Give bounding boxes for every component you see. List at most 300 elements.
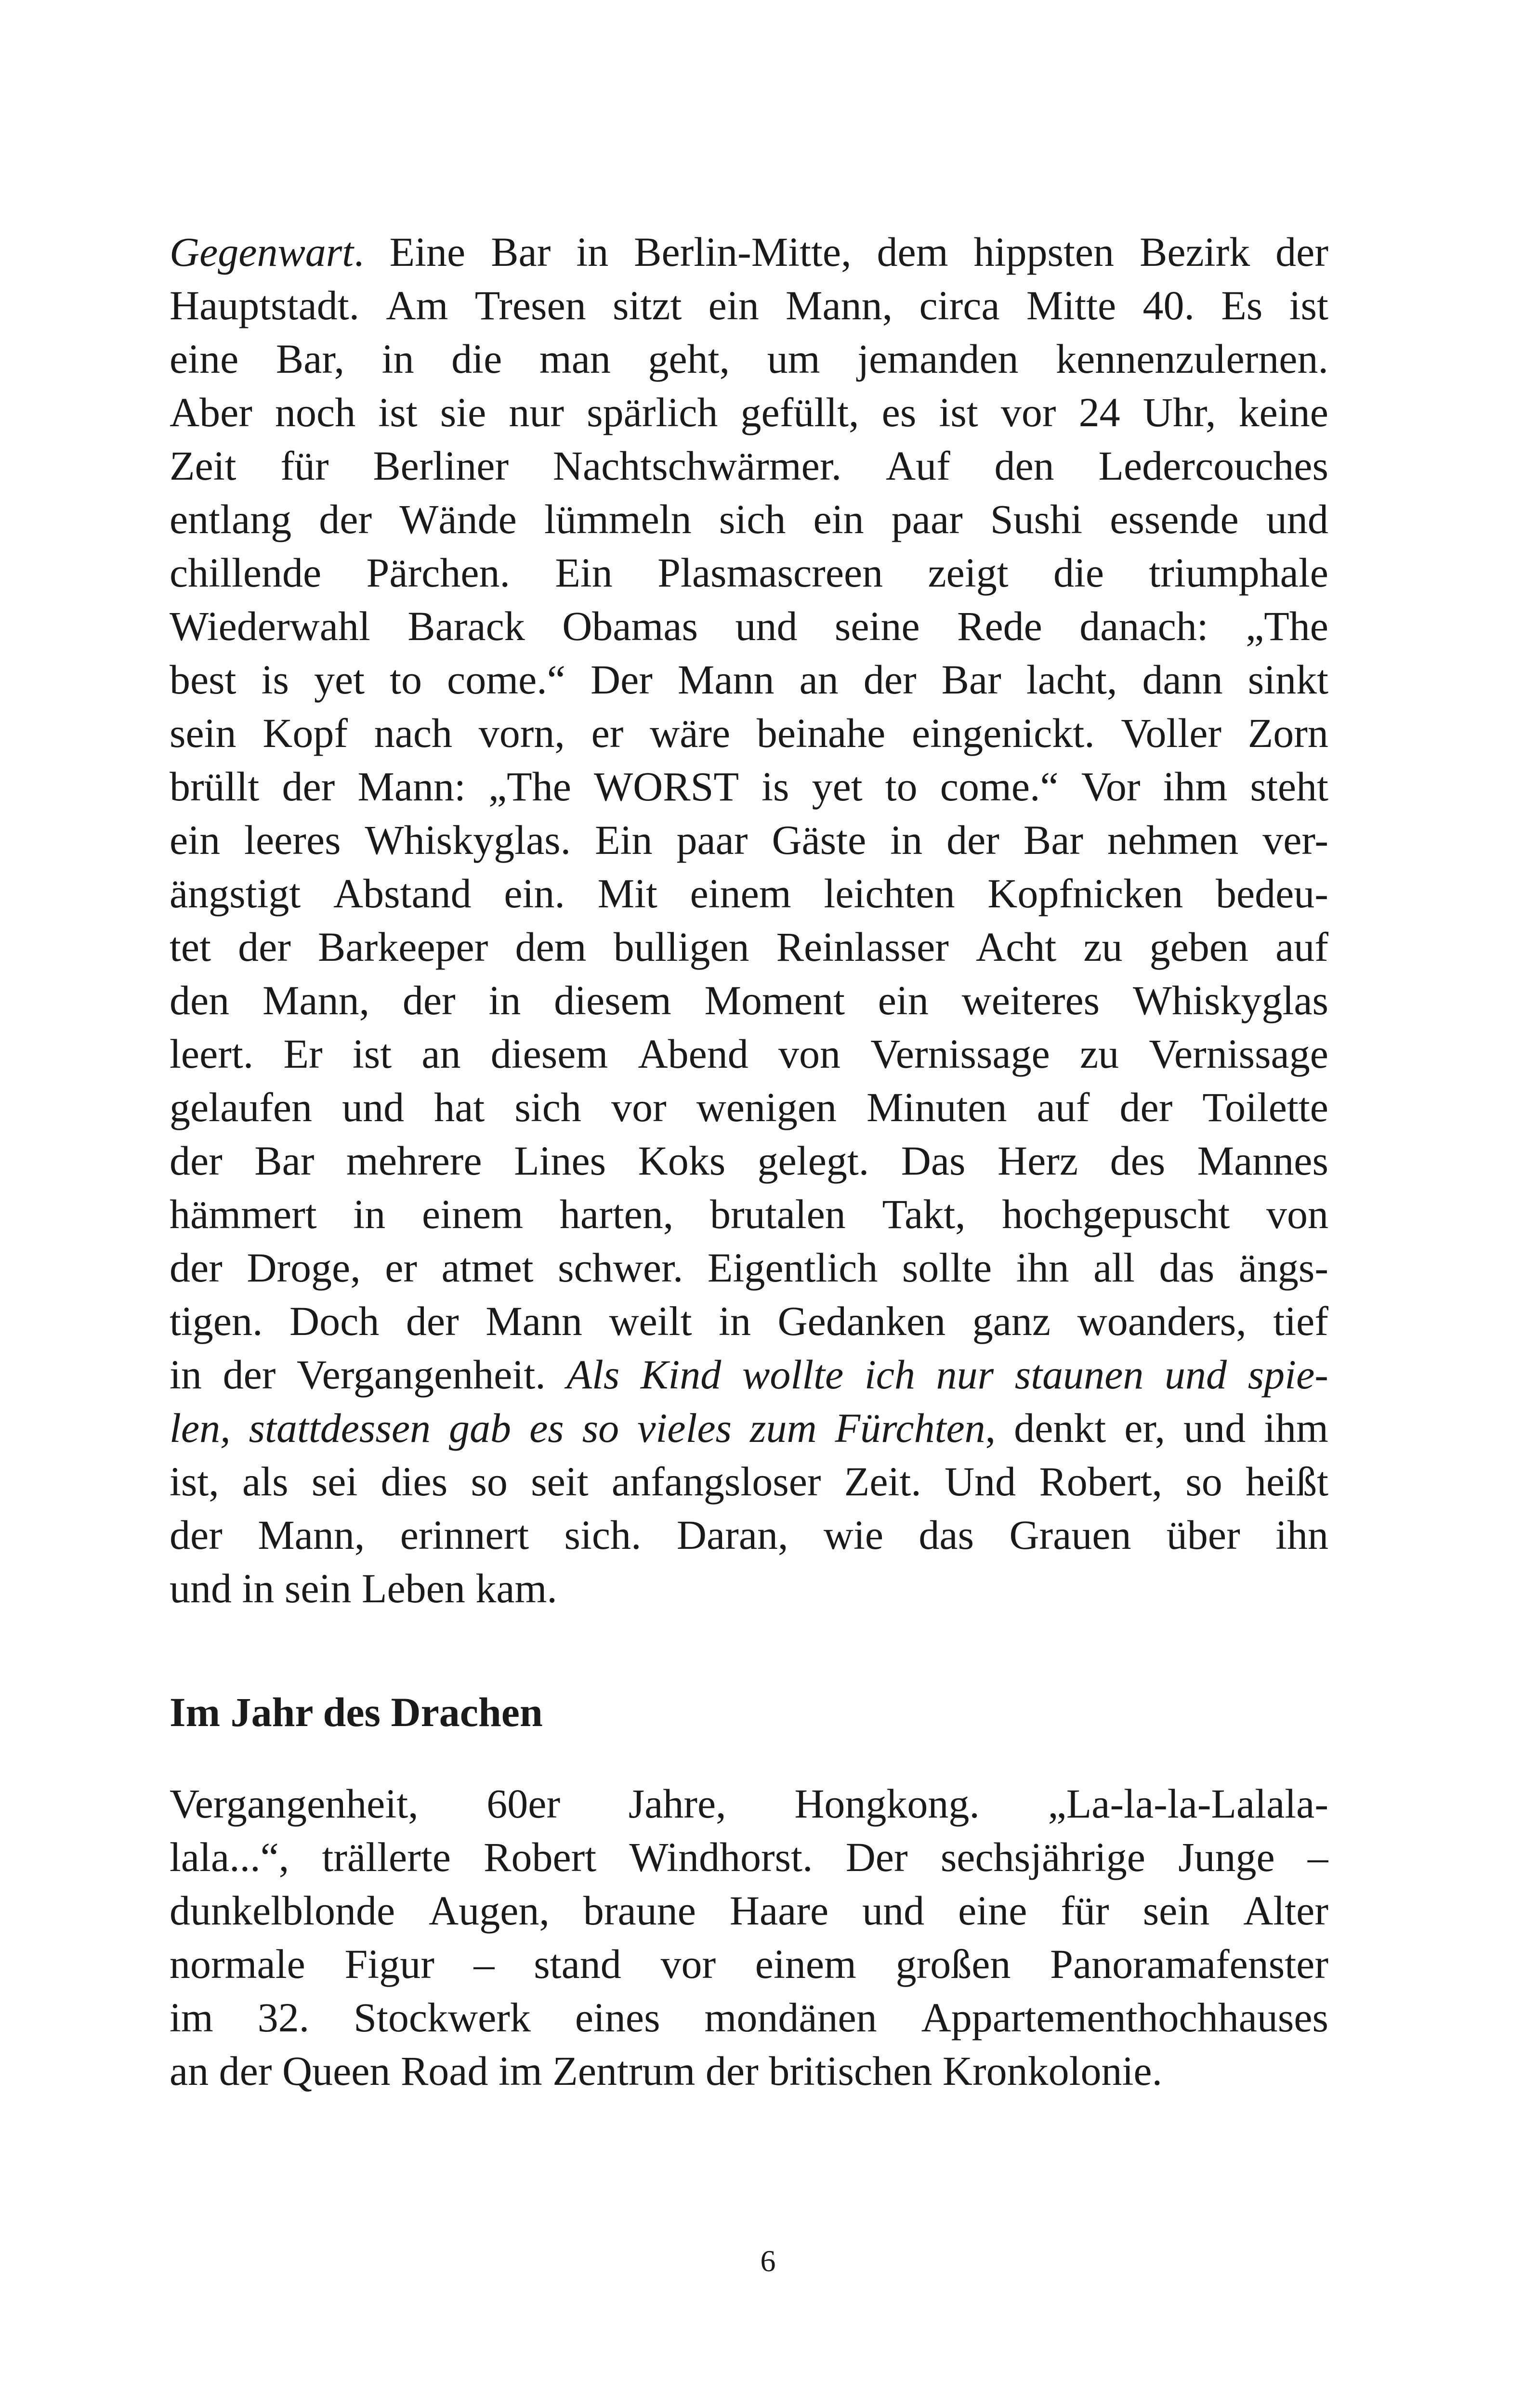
text-run: Kronkolonie. <box>942 2048 1163 2094</box>
word <box>1079 600 1208 653</box>
word <box>1264 1401 1328 1455</box>
word <box>170 1188 317 1241</box>
word <box>576 225 608 279</box>
text-run: dem <box>515 924 587 970</box>
word <box>878 974 929 1027</box>
word <box>421 1027 460 1081</box>
text-run: sein <box>284 1565 352 1611</box>
word <box>629 1777 726 1831</box>
word <box>1143 279 1195 332</box>
text-run: hochgepuscht <box>1002 1191 1230 1237</box>
word <box>1167 1508 1240 1562</box>
word <box>401 2044 488 2098</box>
word <box>170 1777 419 1831</box>
text-run: sich. <box>564 1512 642 1558</box>
text-run: ist, <box>170 1458 219 1505</box>
italic-text: wollte <box>742 1351 844 1398</box>
text-run: eine <box>170 336 239 382</box>
word <box>1197 1134 1328 1188</box>
word <box>844 1455 921 1508</box>
text-run: Obamas <box>562 603 698 649</box>
text-run: in <box>488 977 521 1023</box>
word <box>648 332 730 386</box>
italic-text: stattdessen <box>249 1405 431 1451</box>
text-run: Zentrum <box>552 2048 696 2094</box>
word <box>544 493 692 546</box>
text-run: Takt, <box>882 1191 966 1237</box>
text-run: der <box>863 656 917 703</box>
text-line <box>170 439 1328 493</box>
text-run: ihm <box>1163 763 1228 810</box>
text-run: geben <box>1149 924 1248 970</box>
text-line <box>170 1884 1328 1937</box>
text-run: Reinlasser <box>776 924 949 970</box>
text-run: leeres <box>244 817 341 863</box>
word <box>786 279 893 332</box>
paragraph-past <box>170 1777 1328 2098</box>
text-run: Haare <box>729 1887 829 1934</box>
text-line <box>170 1348 1328 1401</box>
word <box>475 1562 557 1615</box>
text-run: hat <box>434 1084 485 1130</box>
text-run: Mann, <box>786 282 893 328</box>
word <box>566 1348 619 1401</box>
text-run: Aber <box>170 389 252 435</box>
word <box>170 493 291 546</box>
word <box>769 2044 932 2098</box>
text-run: Mannes <box>1197 1138 1328 1184</box>
text-run: Stockwerk <box>354 1994 531 2041</box>
word <box>835 600 920 653</box>
text-run: brüllt <box>170 763 260 810</box>
text-run: der <box>223 1351 276 1398</box>
word <box>1009 1508 1131 1562</box>
text-run: er <box>591 710 624 756</box>
text-run: Barkeeper <box>318 924 488 970</box>
word <box>735 600 797 653</box>
text-run: Es <box>1221 282 1263 328</box>
italic-text: es <box>529 1405 564 1451</box>
word <box>594 760 739 813</box>
text-line <box>170 332 1328 386</box>
text-run: von <box>778 1031 840 1077</box>
word <box>509 386 564 439</box>
word <box>170 1991 213 2044</box>
word <box>1250 760 1328 813</box>
text-run: lümmeln <box>544 496 692 542</box>
italic-text: staunen <box>1014 1351 1144 1398</box>
text-line <box>170 974 1328 1027</box>
text-line <box>170 225 1328 279</box>
text-line <box>170 1455 1328 1508</box>
text-run: Hauptstadt. <box>170 282 360 328</box>
text-run: um <box>767 336 820 382</box>
text-run: der <box>319 496 372 542</box>
text-run: ein <box>813 496 864 542</box>
word <box>598 867 657 920</box>
text-run: – <box>473 1941 495 1987</box>
text-run: als <box>242 1458 289 1505</box>
word <box>1163 760 1228 813</box>
text-run: so <box>1185 1458 1222 1505</box>
text-run: to <box>390 656 422 703</box>
chapter-heading: Im Jahr des Drachen <box>170 1689 543 1735</box>
text-run: paar <box>891 496 963 542</box>
word <box>170 760 259 813</box>
word <box>758 1134 869 1188</box>
word <box>1053 546 1104 600</box>
word <box>1239 1241 1328 1295</box>
word <box>399 493 517 546</box>
word <box>943 2044 1162 2098</box>
word <box>919 1508 974 1562</box>
text-line <box>170 1831 1328 1884</box>
word <box>629 1831 813 1884</box>
text-line <box>170 1508 1328 1562</box>
word <box>170 1831 289 1884</box>
text-run: lacht, <box>1026 656 1117 703</box>
word <box>1273 1295 1328 1348</box>
text-run: den <box>994 443 1054 489</box>
text-line <box>170 707 1328 760</box>
word <box>1275 225 1328 279</box>
word <box>170 1884 395 1937</box>
word <box>258 1508 365 1562</box>
text-run: Wiederwahl <box>170 603 370 649</box>
word <box>322 1831 451 1884</box>
text-run: ver- <box>1262 817 1328 863</box>
word <box>170 1081 312 1134</box>
word <box>170 653 236 707</box>
word <box>1048 1777 1328 1831</box>
text-run: Auf <box>885 443 950 489</box>
text-run: Am <box>386 282 448 328</box>
text-run: des <box>1110 1138 1166 1184</box>
italic-text: so <box>582 1405 619 1451</box>
text-run: Robert <box>484 1834 597 1880</box>
word <box>488 760 571 813</box>
word <box>1289 279 1328 332</box>
text-run: Panoramafenster <box>1050 1941 1328 1987</box>
word <box>406 1295 459 1348</box>
text-run: vor <box>660 1941 716 1987</box>
text-run: der <box>1119 1084 1173 1130</box>
word <box>534 1937 621 1991</box>
word <box>987 867 1183 920</box>
word <box>170 1937 305 1991</box>
text-line <box>170 546 1328 600</box>
text-run: dunkelblonde <box>170 1887 395 1934</box>
word <box>407 600 525 653</box>
text-line <box>170 1562 1328 1615</box>
text-run: den <box>170 977 230 1023</box>
text-run: bedeu- <box>1215 870 1328 916</box>
text-run: für <box>280 443 329 489</box>
word <box>1140 225 1250 279</box>
word <box>862 1884 924 1937</box>
word <box>1015 1348 1144 1401</box>
word <box>552 2044 695 2098</box>
italic-text: Als <box>566 1351 620 1398</box>
word <box>1150 920 1248 974</box>
text-run: sollte <box>902 1244 992 1291</box>
word <box>283 1027 322 1081</box>
word <box>609 1295 692 1348</box>
text-run: steht <box>1250 763 1328 810</box>
text-run: in <box>353 1191 386 1237</box>
text-run: triumphale <box>1149 550 1328 596</box>
word <box>282 760 335 813</box>
word <box>170 1508 223 1562</box>
word <box>857 332 1018 386</box>
word <box>474 1937 495 1991</box>
text-run: ein <box>170 817 221 863</box>
text-run: und <box>342 1084 405 1130</box>
text-run: ein <box>878 977 929 1023</box>
word <box>539 332 611 386</box>
text-line <box>170 1937 1328 1991</box>
text-run: über <box>1166 1512 1240 1558</box>
text-run: in <box>242 1565 275 1611</box>
word <box>447 653 565 707</box>
word <box>591 653 653 707</box>
text-run: an <box>421 1031 461 1077</box>
italic-text: zum <box>750 1405 817 1451</box>
text-run: wenigen <box>696 1084 837 1130</box>
text-line <box>170 1295 1328 1348</box>
word <box>499 2044 542 2098</box>
word <box>558 1241 683 1295</box>
text-run: an <box>170 2048 209 2094</box>
text-run: Ledercouches <box>1098 443 1328 489</box>
word <box>276 332 344 386</box>
text-run: von <box>1266 1191 1328 1237</box>
text-run: sich <box>514 1084 581 1130</box>
word <box>708 1241 878 1295</box>
text-run: ein. <box>504 870 565 916</box>
text-run: Koks <box>638 1138 726 1184</box>
text-run: Mann: <box>357 763 466 810</box>
paragraph-present <box>170 225 1328 1615</box>
word <box>1248 653 1328 707</box>
word <box>1165 1348 1227 1401</box>
word <box>386 279 448 332</box>
word <box>921 1991 1328 2044</box>
word <box>1149 1027 1328 1081</box>
word <box>704 1991 877 2044</box>
word <box>553 439 841 493</box>
word <box>289 1295 379 1348</box>
text-run: seine <box>834 603 920 649</box>
word <box>471 1455 507 1508</box>
word <box>1056 332 1328 386</box>
text-run: gelegt. <box>757 1138 869 1184</box>
text-run: so <box>471 1458 508 1505</box>
text-run: Alter <box>1243 1887 1328 1934</box>
text-run: 40. <box>1142 282 1195 328</box>
word <box>263 974 369 1027</box>
text-run: einem <box>690 870 791 916</box>
text-run: in <box>576 229 609 275</box>
word <box>730 1884 828 1937</box>
text-line <box>170 1777 1328 1831</box>
word <box>1133 974 1328 1027</box>
text-run: come.“ <box>940 763 1059 810</box>
text-run: ist <box>1289 282 1328 328</box>
italic-text: Fürchten <box>835 1405 985 1451</box>
word <box>800 653 839 707</box>
text-run: sein <box>170 710 236 756</box>
word <box>741 386 859 439</box>
word <box>170 546 321 600</box>
text-run: ist <box>378 389 418 435</box>
word <box>170 279 359 332</box>
word <box>946 813 999 867</box>
word <box>1002 1188 1230 1241</box>
text-run: an <box>799 656 839 703</box>
text-run: Vernissage <box>870 1031 1050 1077</box>
word <box>1037 1081 1090 1134</box>
text-run: sie <box>440 389 486 435</box>
word <box>170 707 236 760</box>
word <box>776 920 949 974</box>
word <box>761 760 789 813</box>
word <box>1077 1295 1247 1348</box>
text-run: Bezirk <box>1139 229 1250 275</box>
text-run: eine <box>958 1887 1027 1934</box>
text-run: harten, <box>559 1191 674 1237</box>
text-line <box>170 279 1328 332</box>
text-run: sein <box>1142 1887 1210 1934</box>
text-run: chillende <box>170 550 322 596</box>
text-run: Droge, <box>247 1244 361 1291</box>
word <box>1248 1348 1328 1401</box>
text-run: bulligen <box>613 924 749 970</box>
text-run: Road <box>400 2048 488 2094</box>
italic-text: und <box>1165 1351 1227 1398</box>
text-run: Hongkong. <box>794 1780 980 1827</box>
text-run: is <box>761 763 789 810</box>
word <box>486 1295 582 1348</box>
text-run: Zeit. <box>844 1458 921 1505</box>
word <box>877 225 948 279</box>
word <box>1185 1455 1222 1508</box>
text-run: Moment <box>704 977 845 1023</box>
text-run: come.“ <box>447 656 565 703</box>
word <box>378 386 417 439</box>
word <box>488 974 521 1027</box>
text-run: entlang <box>170 496 292 542</box>
word <box>1262 813 1328 867</box>
text-run: beinahe <box>756 710 886 756</box>
word <box>1124 1401 1165 1455</box>
text-run: 32. <box>257 1994 310 2041</box>
word <box>555 546 612 600</box>
text-run: wie <box>823 1512 884 1558</box>
text-run: paar <box>676 817 748 863</box>
text-run: Augen, <box>429 1887 550 1934</box>
text-run: all <box>1093 1244 1135 1291</box>
word <box>696 1081 837 1134</box>
word <box>612 1455 821 1508</box>
text-run: Bar <box>491 229 551 275</box>
italic-text: Kind <box>641 1351 722 1398</box>
text-run: woanders, <box>1077 1298 1247 1344</box>
word <box>794 1777 980 1831</box>
word <box>939 386 978 439</box>
word <box>515 920 586 974</box>
text-run: zu <box>1083 924 1123 970</box>
text-line <box>170 386 1328 439</box>
text-line <box>170 920 1328 974</box>
word <box>514 1134 606 1188</box>
word <box>429 1884 550 1937</box>
text-run: tief <box>1273 1298 1328 1344</box>
word <box>901 1134 966 1188</box>
text-run: Robert, <box>1039 1458 1163 1505</box>
word <box>705 974 845 1027</box>
text-run: dies <box>381 1458 448 1505</box>
text-run: Gäste <box>772 817 866 863</box>
text-run: Mit <box>597 870 657 916</box>
word <box>958 1884 1027 1937</box>
text-run: auf <box>1037 1084 1090 1130</box>
text-run: geht, <box>648 336 730 382</box>
word <box>1120 1081 1173 1134</box>
text-run: sitzt <box>613 282 682 328</box>
text-line <box>170 1401 1328 1455</box>
text-run: das <box>1159 1244 1215 1291</box>
word <box>223 1348 276 1401</box>
italic-text: len, <box>170 1405 231 1451</box>
word <box>1098 439 1328 493</box>
word <box>614 920 749 974</box>
text-run: Herz <box>998 1138 1078 1184</box>
text-line <box>170 1027 1328 1081</box>
word <box>772 813 866 867</box>
text-line <box>170 2044 1328 2098</box>
text-run: der <box>946 817 999 863</box>
text-run: Voller <box>1121 710 1222 756</box>
text-run: hippsten <box>973 229 1115 275</box>
word <box>676 813 748 867</box>
word <box>582 1401 619 1455</box>
text-run: Kopfnicken <box>987 870 1183 916</box>
text-run: für <box>1061 1887 1109 1934</box>
text-run: yet <box>812 763 863 810</box>
word <box>491 1027 608 1081</box>
italic-text: gab <box>449 1405 512 1451</box>
word <box>941 1831 1145 1884</box>
text-run: . <box>354 229 364 275</box>
word <box>170 600 370 653</box>
text-line <box>170 1188 1328 1241</box>
text-run: Jahre, <box>628 1780 726 1827</box>
text-run: Appartementhochhauses <box>921 1994 1328 2041</box>
word <box>333 867 472 920</box>
word <box>870 1027 1050 1081</box>
word <box>719 493 786 546</box>
word <box>962 974 1100 1027</box>
word <box>1159 1241 1215 1295</box>
text-run: Vergangenheit, <box>170 1780 419 1827</box>
text-run: in <box>719 1298 751 1344</box>
word <box>346 1134 482 1188</box>
word <box>531 1455 588 1508</box>
word <box>998 1134 1078 1188</box>
text-run: einem <box>755 1941 856 1987</box>
text-run: sich <box>719 496 786 542</box>
